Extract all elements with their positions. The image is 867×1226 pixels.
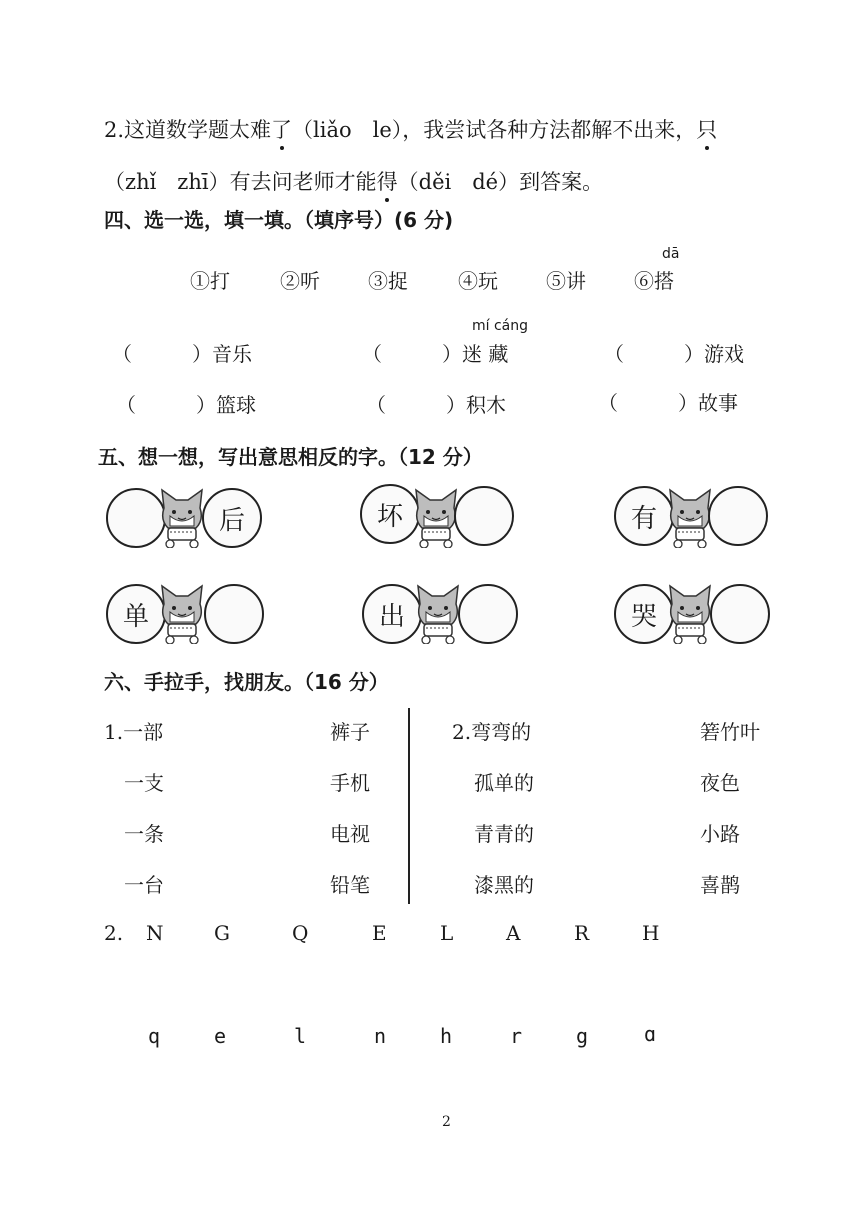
q2-line1	[104, 114, 717, 144]
page-number: 2	[442, 1114, 451, 1130]
lower-letter[interactable]: e	[214, 1024, 227, 1048]
fill-word: 音乐	[212, 342, 252, 366]
upper-letter[interactable]: N	[146, 921, 164, 945]
fill-blank[interactable]: （ ）	[598, 391, 698, 415]
cat-icon	[412, 582, 464, 644]
q2-dotted-liao: 了	[271, 114, 292, 144]
left-col-item-1[interactable]: 1.一部	[104, 720, 164, 744]
right-match-item-1[interactable]: 箬竹叶	[700, 720, 760, 744]
lower-letter[interactable]: l	[294, 1024, 307, 1048]
section4-title: 四、选一选，填一填。（填序号）(6 分)	[104, 208, 454, 232]
option-5: ⑤讲	[546, 269, 586, 293]
fill-row1-item2	[362, 338, 508, 367]
left-col-item-4[interactable]: 一台	[124, 873, 164, 897]
antonym-left-circle[interactable]: 坏	[360, 484, 420, 544]
letters-label: 2.	[104, 921, 124, 945]
right-col-item-1[interactable]: 2.弯弯的	[452, 720, 532, 744]
upper-letter[interactable]: R	[574, 921, 590, 945]
q2-line2-text-b: （děi dé）到答案。	[397, 170, 604, 194]
antonym-left-circle[interactable]: 有	[614, 486, 674, 546]
option-1: ①打	[190, 269, 230, 293]
left-match-item-2[interactable]: 手机	[330, 771, 370, 795]
fill-blank[interactable]: （ ）	[116, 393, 216, 417]
lower-letter[interactable]: ɑ	[644, 1022, 657, 1046]
antonym-right-circle[interactable]	[458, 584, 518, 644]
lower-letter[interactable]: h	[440, 1024, 453, 1048]
right-match-item-2[interactable]: 夜色	[700, 771, 740, 795]
q2-line1-text-a: 2.这道数学题太难	[104, 118, 272, 142]
lower-letter[interactable]: r	[510, 1024, 523, 1048]
q2-dotted-de: 得	[377, 166, 398, 196]
q2-dotted-zhi: 只	[696, 114, 717, 144]
antonym-left-circle[interactable]: 单	[106, 584, 166, 644]
antonym-left-circle[interactable]: 出	[362, 584, 422, 644]
right-col-item-4[interactable]: 漆黑的	[474, 873, 534, 897]
antonym-right-circle[interactable]	[454, 486, 514, 546]
column-divider	[408, 708, 410, 904]
antonym-right-circle[interactable]	[204, 584, 264, 644]
lower-letter[interactable]: n	[374, 1024, 387, 1048]
fill-blank[interactable]: （ ）	[366, 393, 466, 417]
upper-letter[interactable]: L	[440, 921, 454, 945]
fill-row1-item3	[604, 338, 744, 367]
fill-word: 积木	[466, 393, 506, 417]
upper-letter[interactable]: H	[642, 921, 660, 945]
option6-pinyin: dā	[662, 246, 680, 262]
option-2: ②听	[280, 269, 320, 293]
fill-word: 故事	[698, 391, 738, 415]
antonym-right-circle[interactable]	[708, 486, 768, 546]
fill-word: 游戏	[704, 342, 744, 366]
micang-pinyin: mí cáng	[472, 318, 529, 334]
right-col-item-2[interactable]: 孤单的	[474, 771, 534, 795]
left-match-item-1[interactable]: 裤子	[330, 720, 370, 744]
cat-icon	[664, 582, 716, 644]
fill-word: 篮球	[216, 393, 256, 417]
upper-letter[interactable]: Q	[292, 921, 309, 945]
upper-letter[interactable]: G	[214, 921, 230, 945]
fill-blank[interactable]: （ ）	[604, 342, 704, 366]
left-match-item-4[interactable]: 铅笔	[330, 873, 370, 897]
q2-line2	[104, 166, 603, 196]
q2-line1-text-b: （liǎo le），我尝试各种方法都解不出来，	[292, 118, 697, 142]
antonym-right-circle[interactable]	[710, 584, 770, 644]
cat-icon	[156, 582, 208, 644]
left-match-item-3[interactable]: 电视	[330, 822, 370, 846]
left-col-item-3[interactable]: 一条	[124, 822, 164, 846]
fill-blank[interactable]: （ ）	[112, 342, 212, 366]
option-4: ④玩	[458, 269, 498, 293]
q2-line2-text-a: （zhǐ zhī）有去问老师才能	[104, 170, 377, 194]
right-match-item-4[interactable]: 喜鹊	[700, 873, 740, 897]
fill-row2-item1	[116, 389, 256, 418]
antonym-right-circle[interactable]: 后	[202, 488, 262, 548]
lower-letter[interactable]: q	[148, 1024, 161, 1048]
fill-row2-item2	[366, 389, 506, 418]
fill-word: 迷 藏	[462, 342, 509, 366]
fill-row1-item1	[112, 338, 252, 367]
upper-letter[interactable]: E	[372, 921, 387, 945]
option-6: ⑥搭	[634, 269, 674, 293]
fill-blank[interactable]: （ ）	[362, 342, 462, 366]
right-match-item-3[interactable]: 小路	[700, 822, 740, 846]
right-col-item-3[interactable]: 青青的	[474, 822, 534, 846]
section6-title: 六、手拉手，找朋友。（16 分）	[104, 670, 389, 694]
antonym-left-circle[interactable]: 哭	[614, 584, 674, 644]
cat-icon	[156, 486, 208, 548]
left-col-item-2[interactable]: 一支	[124, 771, 164, 795]
lower-letter[interactable]: g	[576, 1024, 589, 1048]
fill-row2-item3	[598, 387, 738, 416]
option-3: ③捉	[368, 269, 408, 293]
section5-title: 五、想一想，写出意思相反的字。（12 分）	[98, 445, 483, 469]
upper-letter[interactable]: A	[506, 921, 521, 945]
